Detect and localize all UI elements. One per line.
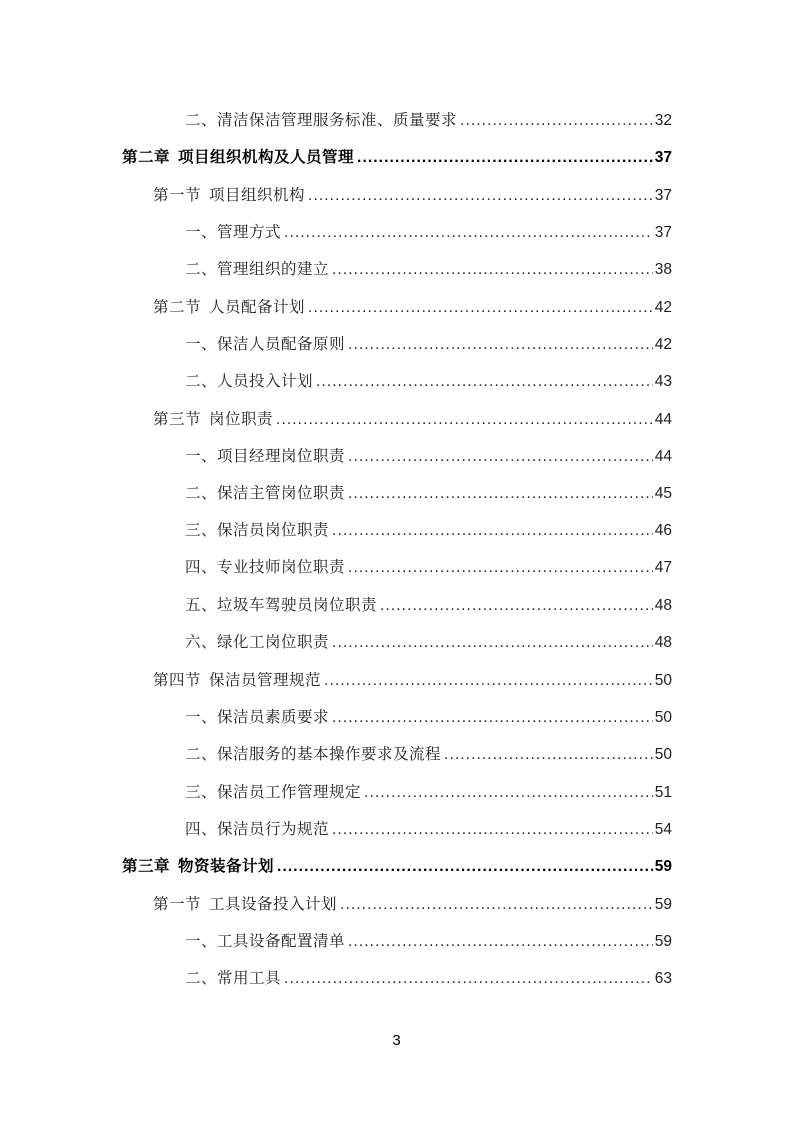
toc-entry-title: 工具设备配置清单 (217, 932, 346, 950)
toc-entry-prefix: 四、 (185, 820, 218, 838)
toc-entry-prefix: 第二章 (122, 148, 171, 166)
toc-entry-title: 工具设备投入计划 (209, 895, 338, 913)
toc-entry-prefix: 二、 (185, 969, 218, 987)
toc-entry[interactable] (185, 780, 672, 804)
toc-entry[interactable] (185, 518, 672, 542)
dot-leader (284, 967, 653, 991)
toc-entry-page: 59 (654, 858, 672, 875)
dot-leader (357, 146, 653, 170)
dot-leader (364, 781, 653, 805)
toc-entry[interactable] (185, 444, 672, 468)
dot-leader (308, 184, 653, 208)
toc-entry-prefix: 第二节 (153, 298, 202, 316)
toc-entry-page: 59 (654, 933, 672, 950)
toc-chapter-entry[interactable] (122, 854, 672, 878)
toc-entry-title: 保洁员工作管理规定 (217, 783, 362, 801)
toc-section-entry[interactable] (153, 892, 672, 916)
toc-entry-page: 63 (654, 970, 672, 987)
toc-entry-title: 清洁保洁管理服务标准、质量要求 (217, 111, 458, 129)
toc-entry-prefix: 第四节 (153, 671, 202, 689)
toc-entry-page: 50 (654, 709, 672, 726)
toc-entry[interactable] (185, 369, 672, 393)
toc-entry-page: 54 (654, 821, 672, 838)
toc-entry-title: 绿化工岗位职责 (217, 633, 330, 651)
toc-section-entry[interactable] (153, 407, 672, 431)
toc-entry-title: 保洁员素质要求 (217, 708, 330, 726)
toc-entry-title: 保洁主管岗位职责 (217, 484, 346, 502)
dot-leader (276, 408, 653, 432)
toc-entry-page: 44 (654, 411, 672, 428)
toc-entry[interactable] (185, 481, 672, 505)
toc-entry-prefix: 三、 (185, 521, 218, 539)
dot-leader (332, 706, 653, 730)
toc-entry[interactable] (185, 593, 672, 617)
toc-entry[interactable] (185, 966, 672, 990)
toc-entry-prefix: 二、 (185, 484, 218, 502)
dot-leader (348, 333, 653, 357)
toc-entry-title: 保洁服务的基本操作要求及流程 (217, 745, 442, 763)
dot-leader (380, 594, 653, 618)
toc-entry-prefix: 一、 (185, 708, 218, 726)
toc-entry-prefix: 六、 (185, 633, 218, 651)
toc-entry-prefix: 一、 (185, 447, 218, 465)
toc-entry-page: 48 (654, 597, 672, 614)
toc-entry-title: 保洁员行为规范 (217, 820, 330, 838)
toc-entry[interactable] (185, 929, 672, 953)
toc-entry[interactable] (185, 108, 672, 132)
toc-entry-title: 垃圾车驾驶员岗位职责 (217, 596, 378, 614)
dot-leader (277, 855, 653, 879)
toc-entry-prefix: 一、 (185, 932, 218, 950)
toc-entry-page: 50 (654, 672, 672, 689)
toc-entry-page: 50 (654, 746, 672, 763)
dot-leader (348, 445, 653, 469)
toc-entry-prefix: 二、 (185, 745, 218, 763)
toc-entry-title: 保洁员管理规范 (209, 671, 322, 689)
toc-entry-page: 32 (654, 112, 672, 129)
toc-entry-prefix: 二、 (185, 260, 218, 278)
dot-leader (324, 669, 653, 693)
toc-entry[interactable] (185, 742, 672, 766)
dot-leader (332, 631, 653, 655)
toc-entry-prefix: 第一节 (153, 186, 202, 204)
toc-entry-title: 管理组织的建立 (217, 260, 330, 278)
toc-entry-page: 42 (654, 336, 672, 353)
dot-leader (460, 109, 653, 133)
toc-section-entry[interactable] (153, 668, 672, 692)
toc-entry-title: 保洁人员配备原则 (217, 335, 346, 353)
toc-entry-title: 专业技师岗位职责 (217, 558, 346, 576)
toc-entry-prefix: 第三章 (122, 857, 171, 875)
toc-entry-page: 45 (654, 485, 672, 502)
toc-entry-prefix: 二、 (185, 372, 218, 390)
dot-leader (444, 743, 653, 767)
toc-entry[interactable] (185, 705, 672, 729)
toc-entry-title: 保洁员岗位职责 (217, 521, 330, 539)
toc-entry[interactable] (185, 817, 672, 841)
dot-leader (332, 258, 653, 282)
toc-entry-page: 43 (654, 373, 672, 390)
toc-entry-page: 37 (654, 187, 672, 204)
toc-entry-page: 38 (654, 261, 672, 278)
dot-leader (340, 893, 653, 917)
toc-section-entry[interactable] (153, 295, 672, 319)
toc-entry-page: 46 (654, 522, 672, 539)
toc-entry-prefix: 四、 (185, 558, 218, 576)
toc-entry-title: 岗位职责 (209, 410, 274, 428)
dot-leader (316, 370, 653, 394)
toc-entry[interactable] (185, 257, 672, 281)
toc-entry-title: 常用工具 (217, 969, 282, 987)
toc-entry-title: 管理方式 (217, 223, 282, 241)
toc-entry-prefix: 第一节 (153, 895, 202, 913)
toc-entry-prefix: 二、 (185, 111, 218, 129)
dot-leader (308, 296, 653, 320)
dot-leader (284, 221, 653, 245)
toc-entry-page: 44 (654, 448, 672, 465)
toc-entry-prefix: 五、 (185, 596, 218, 614)
dot-leader (348, 930, 653, 954)
toc-chapter-entry[interactable] (122, 145, 672, 169)
toc-entry-page: 37 (654, 149, 672, 166)
toc-entry-page: 51 (654, 784, 672, 801)
toc-entry[interactable] (185, 555, 672, 579)
toc-entry-title: 项目经理岗位职责 (217, 447, 346, 465)
toc-entry-prefix: 第三节 (153, 410, 202, 428)
toc-entry-page: 48 (654, 634, 672, 651)
toc-entry-title: 人员配备计划 (209, 298, 306, 316)
toc-entry-title: 物资装备计划 (178, 857, 275, 875)
toc-section-entry[interactable] (153, 183, 672, 207)
toc-entry-title: 项目组织机构 (209, 186, 306, 204)
toc-entry-page: 47 (654, 559, 672, 576)
toc-entry-title: 项目组织机构及人员管理 (178, 148, 355, 166)
toc-entry-prefix: 一、 (185, 223, 218, 241)
toc-entry[interactable] (185, 220, 672, 244)
toc-entry-prefix: 一、 (185, 335, 218, 353)
toc-entry-page: 37 (654, 224, 672, 241)
toc-entry-page: 42 (654, 299, 672, 316)
dot-leader (332, 519, 653, 543)
toc-entry[interactable] (185, 332, 672, 356)
toc-entry-prefix: 三、 (185, 783, 218, 801)
dot-leader (348, 482, 653, 506)
page-number: 3 (392, 1032, 401, 1049)
toc-entry[interactable] (185, 630, 672, 654)
dot-leader (332, 818, 653, 842)
toc-entry-title: 人员投入计划 (217, 372, 314, 390)
toc-entry-page: 59 (654, 896, 672, 913)
dot-leader (348, 556, 653, 580)
